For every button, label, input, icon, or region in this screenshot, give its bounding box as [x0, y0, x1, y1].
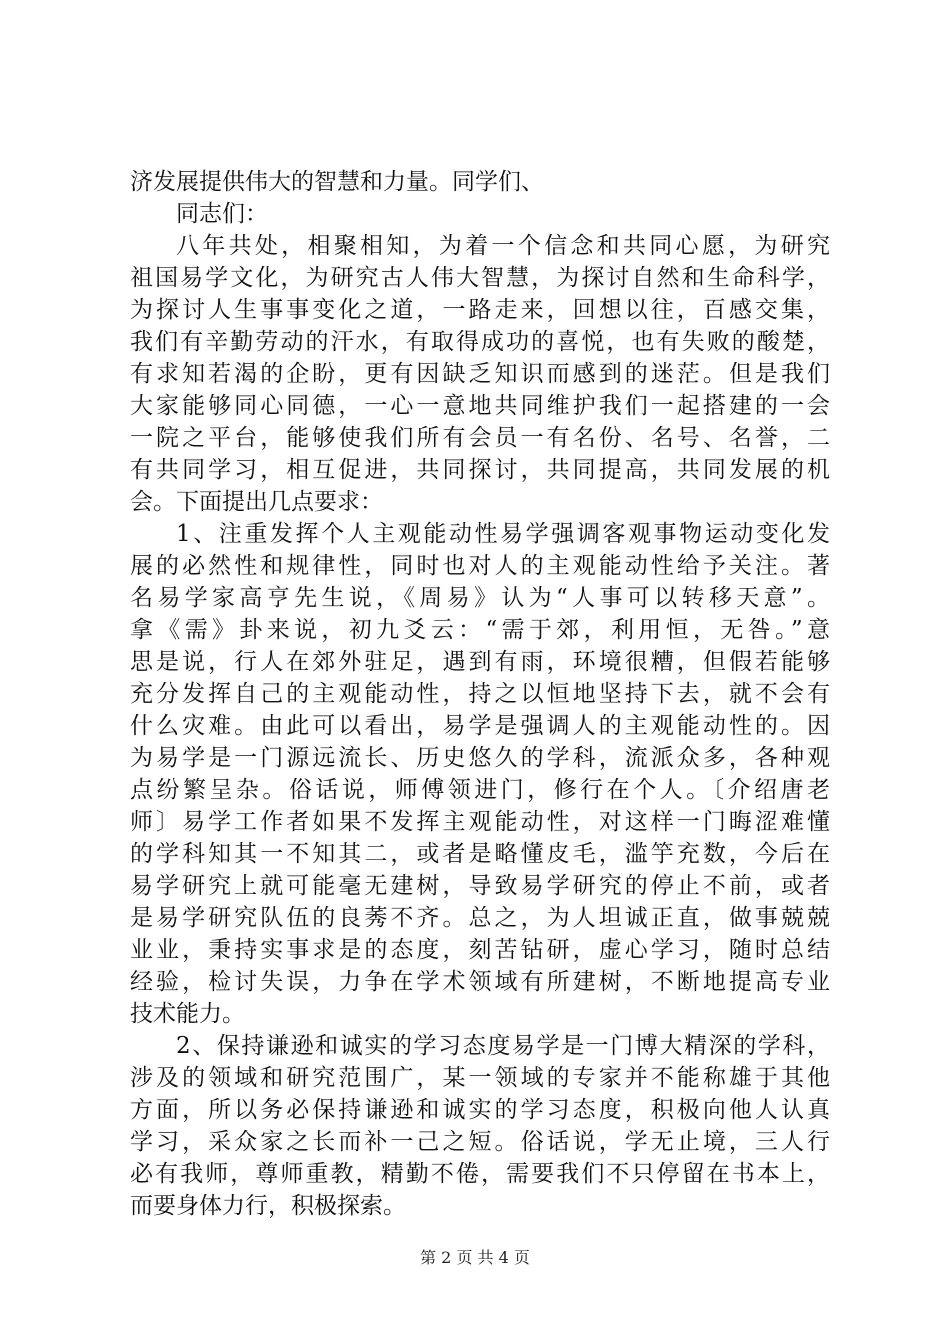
text-line: 为探讨人生事事变化之道，一路走来，回想以往，百感交集，: [130, 297, 830, 323]
text-line: 什么灾难。由此可以看出，易学是强调人的主观能动性的。因: [130, 713, 830, 739]
text-line: 济发展提供伟大的智慧和力量。同学们、: [130, 169, 544, 195]
page-footer: 第 2 页 共 4 页: [420, 1248, 530, 1267]
text-line: 方面，所以务必保持谦逊和诚实的学习态度，积极向他人认真: [130, 1097, 830, 1123]
text-line: 有求知若渴的企盼，更有因缺乏知识而感到的迷茫。但是我们: [130, 361, 830, 387]
text-line: 一院之平台，能够使我们所有会员一有名份、名号、名誉，二: [130, 425, 830, 451]
text-line: 1、注重发挥个人主观能动性易学强调客观事物运动变化发: [176, 521, 830, 547]
text-line: 点纷繁呈杂。俗话说，师傅领进门，修行在个人。〔介绍唐老: [130, 777, 830, 803]
text-line: 为易学是一门源远流长、历史悠久的学科，流派众多，各种观: [130, 745, 830, 771]
text-line: 经验，检讨失误，力争在学术领域有所建树，不断地提高专业: [130, 969, 830, 995]
text-line: 是易学研究队伍的良莠不齐。总之，为人坦诚正直，做事兢兢: [130, 905, 830, 931]
text-line: 我们有辛勤劳动的汗水，有取得成功的喜悦，也有失败的酸楚，: [130, 329, 830, 355]
text-line: 名易学家高亨先生说，《周易》认为“人事可以转移天意”。: [130, 585, 830, 611]
text-line: 思是说，行人在郊外驻足，遇到有雨，环境很糟，但假若能够: [130, 649, 830, 675]
text-line: 祖国易学文化，为研究古人伟大智慧，为探讨自然和生命科学，: [130, 265, 830, 291]
text-line: 学习，采众家之长而补一己之短。俗话说，学无止境，三人行: [130, 1129, 830, 1155]
text-line: 而要身体力行，积极探索。: [130, 1193, 406, 1219]
text-line: 拿《需》卦来说，初九爻云：“需于郊，利用恒，无咎。”意: [130, 617, 830, 643]
text-line: 必有我师，尊师重教，精勤不倦，需要我们不只停留在书本上，: [130, 1161, 830, 1187]
text-line: 技术能力。: [130, 1001, 245, 1027]
text-line: 的学科知其一不知其二，或者是略懂皮毛，滥竽充数，今后在: [130, 841, 830, 867]
text-line: 2、保持谦逊和诚实的学习态度易学是一门博大精深的学科，: [176, 1033, 830, 1059]
document-body: [130, 166, 830, 1222]
text-line: 业业，秉持实事求是的态度，刻苦钻研，虚心学习，随时总结: [130, 937, 830, 963]
text-line: 展的必然性和规律性，同时也对人的主观能动性给予关注。著: [130, 553, 830, 579]
text-line: 师〕易学工作者如果不发挥主观能动性，对这样一门晦涩难懂: [130, 809, 830, 835]
text-line: 涉及的领域和研究范围广，某一领域的专家并不能称雄于其他: [130, 1065, 830, 1091]
text-line: 大家能够同心同德，一心一意地共同维护我们一起搭建的一会: [130, 393, 830, 419]
text-line: 易学研究上就可能毫无建树，导致易学研究的停止不前，或者: [130, 873, 830, 899]
text-line: 有共同学习，相互促进，共同探讨，共同提高，共同发展的机: [130, 457, 830, 483]
text-line: 会。下面提出几点要求：: [130, 489, 383, 515]
text-line: 同志们：: [176, 201, 268, 227]
text-line: 八年共处，相聚相知，为着一个信念和共同心愿，为研究: [176, 233, 830, 259]
text-line: 充分发挥自己的主观能动性，持之以恒地坚持下去，就不会有: [130, 681, 830, 707]
